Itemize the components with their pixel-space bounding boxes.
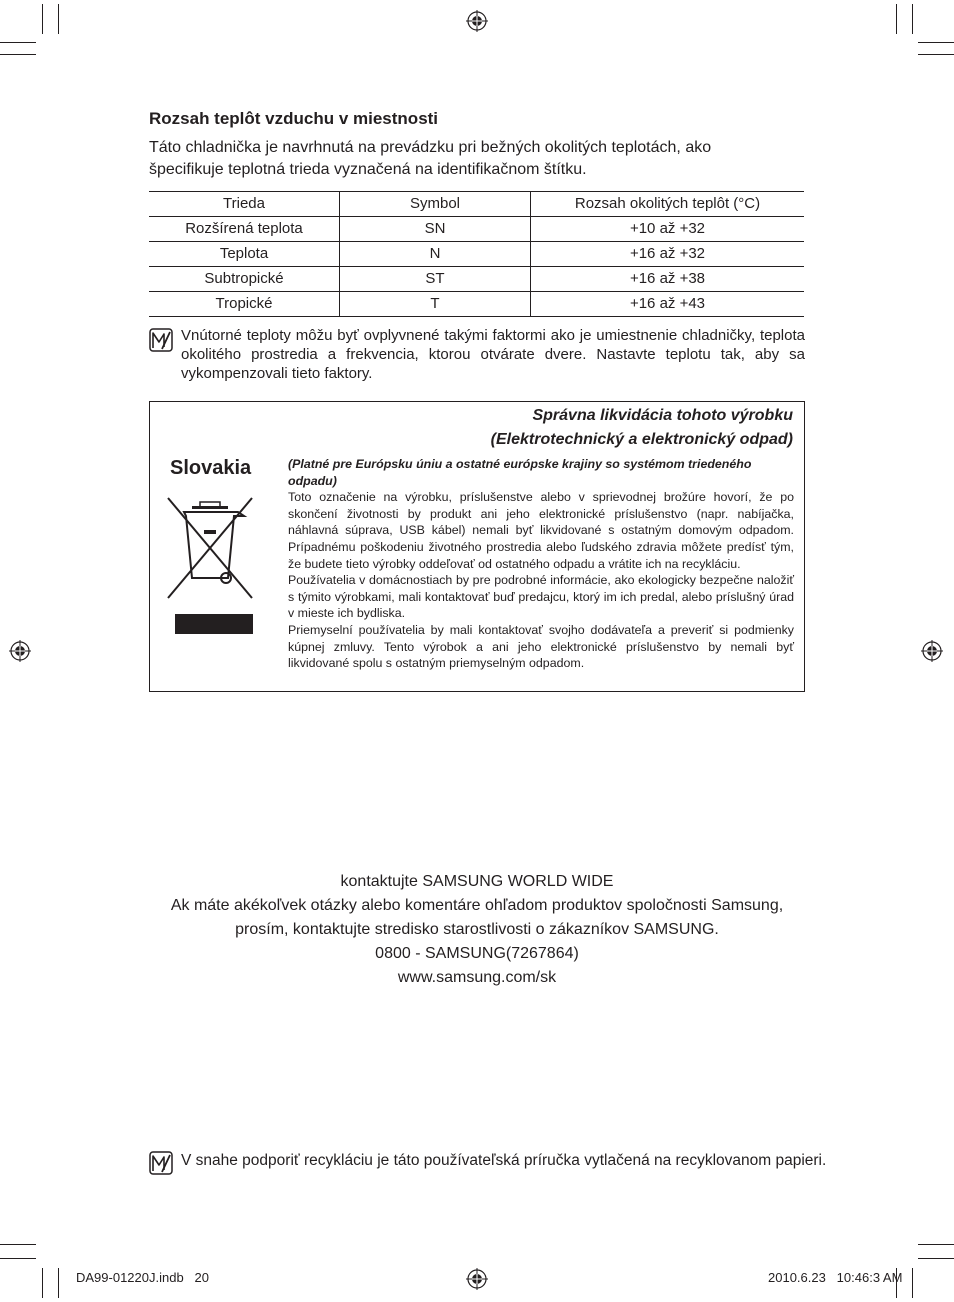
contact-text: prosím, kontaktujte stredisko starostlivosti o zákazníkov SAMSUNG.: [235, 921, 719, 938]
crop-mark: [42, 4, 43, 34]
table-cell: +16 až +43: [531, 292, 805, 317]
registration-mark-icon: [9, 640, 31, 662]
note-recycled-paper: V snahe podporiť recykláciu je táto používateľská príručka vytlačená na recyklovanom papieri.: [181, 1152, 827, 1169]
disposal-scope: (Platné pre Európsku úniu a ostatné európske krajiny so systémom triedeného odpadu): [288, 457, 752, 488]
contact-block: [0, 870, 954, 990]
table-row: [149, 242, 804, 267]
column-header: Trieda: [149, 192, 340, 217]
temperature-class-table: [149, 191, 804, 317]
crop-mark: [912, 4, 913, 34]
table-header-row: [149, 192, 804, 217]
slug-datetime: 2010.6.23 10:46:3 AM: [768, 1270, 903, 1285]
disposal-paragraph: Priemyselní používatelia by mali kontaktovať svojho dodávateľa a preveriť si podmienky kúpnej zmluvy. Tento výrobok a ani jeho elektronické príslušenstvo by nemali byť likvidované spolu s ostatným priemyselným odpadom.: [288, 622, 794, 671]
crop-mark: [918, 1244, 954, 1245]
country-label: Slovakia: [170, 457, 252, 479]
table-cell: T: [340, 292, 531, 317]
table-row: [149, 217, 804, 242]
table-row: [149, 292, 804, 317]
disposal-paragraph: Toto označenie na výrobku, príslušenstve alebo v sprievodnej brožúre hovorí, že po skončení životnosti by produkt ani jeho elektronické príslušenstvo (napr. nabíjačka, náhlavná súprava, USB kábel) nemali byť likvidované s ostatným domovým odpadom. Prípadnému poškodeniu životného prostredia alebo ľudského zdravia môžete predísť tým, že budete tieto výrobky oddeľovať od ostatného odpadu a vrátite ich na recykláciu.: [288, 490, 794, 571]
contact-heading: kontaktujte SAMSUNG WORLD WIDE: [340, 873, 614, 890]
contact-text: Ak máte akékoľvek otázky alebo komentáre ohľadom produktov spoločnosti Samsung,: [170, 897, 784, 914]
table-cell: +16 až +38: [531, 267, 805, 292]
table-cell: Tropické: [149, 292, 340, 317]
crop-mark: [42, 1268, 43, 1298]
section-title: Rozsah teplôt vzduchu v miestnosti: [149, 109, 439, 128]
note-icon: [149, 328, 173, 352]
crop-mark: [0, 54, 36, 55]
crop-mark: [0, 1258, 36, 1259]
column-header: Rozsah okolitých teplôt (°C): [531, 192, 805, 217]
table-cell: +16 až +32: [531, 242, 805, 267]
table-cell: ST: [340, 267, 531, 292]
weee-black-bar: [175, 614, 253, 634]
note-icon: [149, 1151, 173, 1175]
table-row: [149, 267, 804, 292]
disposal-box: [149, 401, 805, 692]
table-cell: SN: [340, 217, 531, 242]
crop-mark: [912, 1268, 913, 1298]
contact-phone: 0800 - SAMSUNG(7267864): [375, 945, 579, 962]
table-cell: N: [340, 242, 531, 267]
crop-mark: [0, 42, 36, 43]
contact-website: www.samsung.com/sk: [397, 969, 557, 986]
crop-mark: [918, 54, 954, 55]
table-cell: Rozšírená teplota: [149, 217, 340, 242]
intro-line: špecifikuje teplotná trieda vyznačená na identifikačnom štítku.: [149, 161, 587, 178]
registration-mark-icon: [466, 10, 488, 32]
table-cell: +10 až +32: [531, 217, 805, 242]
crop-mark: [58, 1268, 59, 1298]
registration-mark-icon: [921, 640, 943, 662]
crop-mark: [0, 1244, 36, 1245]
disposal-text: [288, 456, 794, 672]
disposal-subtitle: (Elektrotechnický a elektronický odpad): [490, 431, 793, 448]
intro-line: Táto chladnička je navrhnutá na prevádzku pri bežných okolitých teplotách, ako: [149, 139, 712, 156]
crop-mark: [58, 4, 59, 34]
intro-paragraph: [149, 137, 809, 181]
slug-file: DA99-01220J.indb 20: [76, 1270, 209, 1285]
crossed-out-wheelie-bin-icon: [164, 494, 256, 602]
crop-mark: [918, 42, 954, 43]
column-header: Symbol: [340, 192, 531, 217]
registration-mark-icon: [466, 1268, 488, 1290]
disposal-paragraph: Používatelia v domácnostiach by pre podrobné informácie, ako ekologicky bezpečne naložiť s týmito výrobkami, mali kontaktovať buď predajcu, ktorý im ich predal, alebo príslušný úrad v mieste ich bydliska.: [288, 573, 794, 621]
crop-mark: [896, 4, 897, 34]
table-cell: Subtropické: [149, 267, 340, 292]
note-temperature: Vnútorné teploty môžu byť ovplyvnené takými faktormi ako je umiestnenie chladničky, teplota okolitého prostredia a frekvencia, ktorou otvárate dvere. Nastavte teplotu tak, aby sa vykompenzovali tieto faktory.: [181, 327, 805, 382]
disposal-title: Správna likvidácia tohoto výrobku: [532, 407, 793, 424]
crop-mark: [918, 1258, 954, 1259]
table-cell: Teplota: [149, 242, 340, 267]
